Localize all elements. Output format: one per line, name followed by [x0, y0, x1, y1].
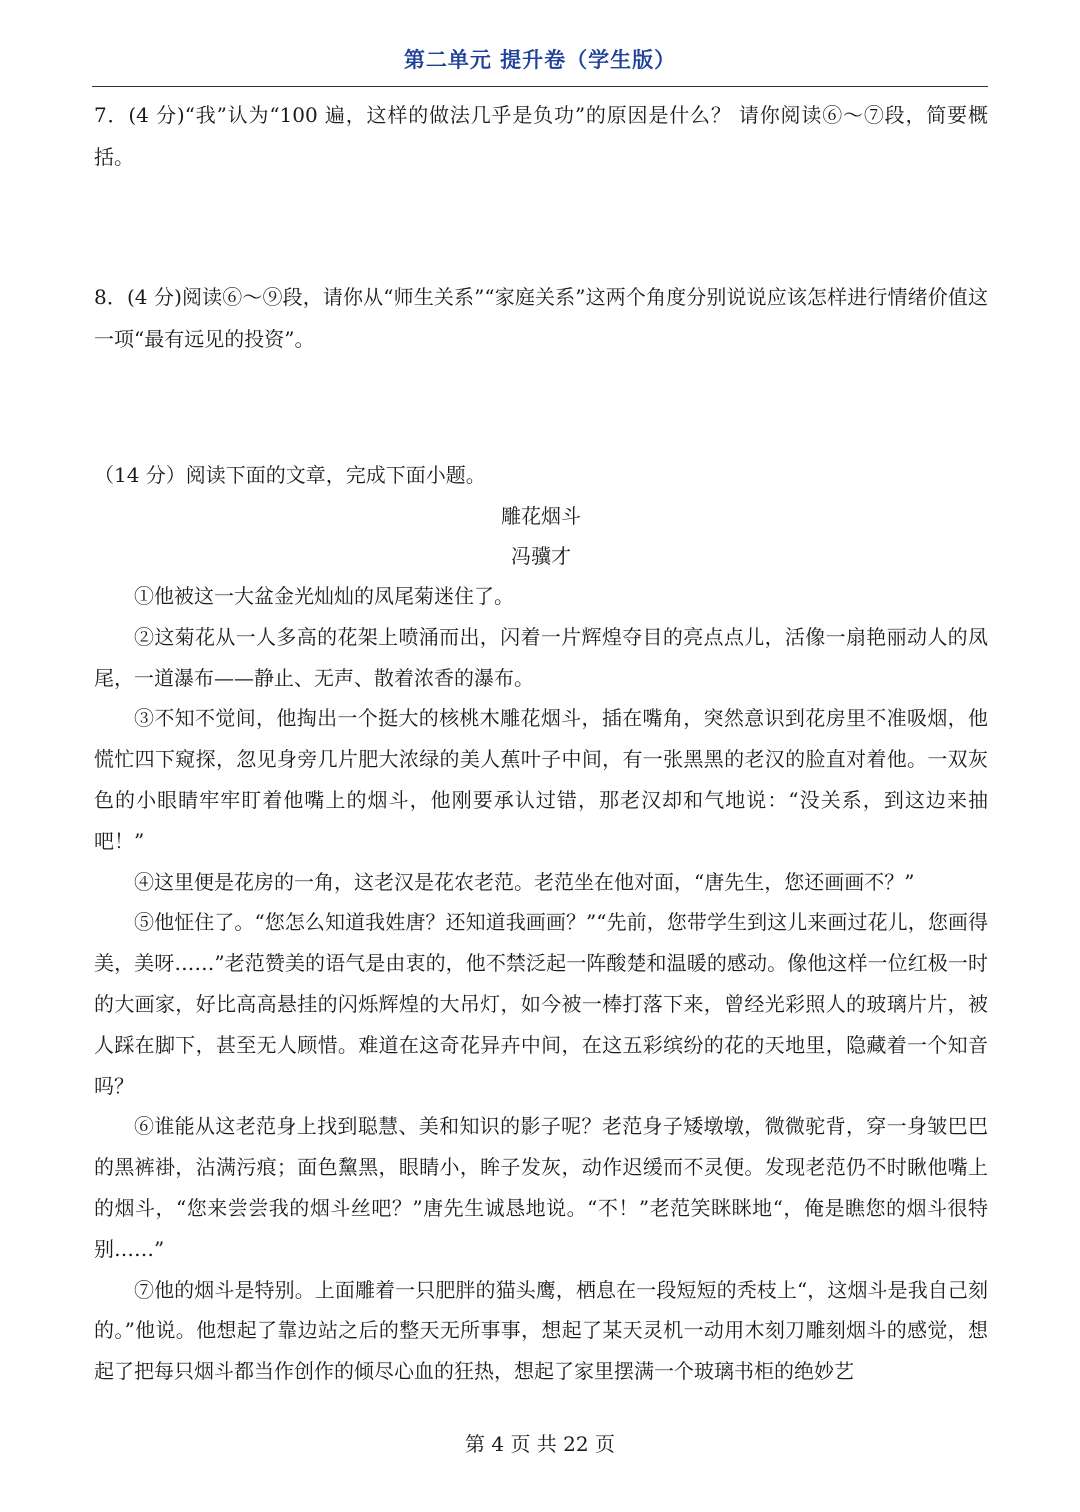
- article-title: 雕花烟斗: [501, 504, 581, 528]
- page-header-title: 第二单元 提升卷（学生版）: [403, 48, 677, 72]
- question-8: 8．(4 分)阅读⑥～⑨段，请你从“师生关系”“家庭关系”这两个角度分别说说应该怎样进行情绪价值这一项“最有远见的投资”。: [94, 285, 988, 351]
- article-paragraph-1: ①他被这一大盆金光灿灿的凤尾菊迷住了。: [134, 584, 514, 608]
- article-paragraph-7: ⑦他的烟斗是特别。上面雕着一只肥胖的猫头鹰，栖息在一段短短的秃枝上“，这烟斗是我自己刻的。”他说。他想起了靠边站之后的整天无所事事，想起了某天灵机一动用木刻刀雕刻烟斗的感觉，想起了把每只烟斗都当作创作的倾尽心血的狂热，想起了家里摆满一个玻璃书柜的绝妙艺: [94, 1277, 988, 1384]
- article-author: 冯骥才: [511, 544, 571, 568]
- article-paragraph-6: ⑥谁能从这老范身上找到聪慧、美和知识的影子呢？老范身子矮墩墩，微微驼背，穿一身皱巴巴的黑裤褂，沾满污痕；面色黧黑，眼睛小，眸子发灰，动作迟缓而不灵便。发现老范仍不时瞅他嘴上的烟斗，“您来尝尝我的烟斗丝吧？”唐先生诚恳地说。“不！”老范笑眯眯地“，俺是瞧您的烟斗很特别……”: [94, 1114, 988, 1261]
- header-divider: [92, 86, 988, 87]
- page-content: [94, 94, 988, 1392]
- question-7: 7．(4 分)“我”认为“100 遍，这样的做法几乎是负功”的原因是什么？ 请你阅读⑥～⑦段，简要概括。: [94, 103, 988, 169]
- article-paragraph-3: ③不知不觉间，他掏出一个挺大的核桃木雕花烟斗，插在嘴角，突然意识到花房里不准吸烟，他慌忙四下窥探，忽见身旁几片肥大浓绿的美人蕉叶子中间，有一张黑黑的老汉的脸直对着他。一双灰色的小眼睛牢牢盯着他嘴上的烟斗，他刚要承认过错，那老汉却和气地说：“没关系，到这边来抽吧！”: [94, 706, 988, 853]
- page-number-footer: 第 4 页 共 22 页: [465, 1432, 615, 1456]
- reading-section-intro: （14 分）阅读下面的文章，完成下面小题。: [94, 463, 486, 487]
- article-paragraph-5: ⑤他怔住了。“您怎么知道我姓唐？还知道我画画？”“先前，您带学生到这儿来画过花儿，您画得美，美呀……”老范赞美的语气是由衷的，他不禁泛起一阵酸楚和温暖的感动。像他这样一位红极一时的大画家，好比高高悬挂的闪烁辉煌的大吊灯，如今被一棒打落下来，曾经光彩照人的玻璃片片，被人踩在脚下，甚至无人顾惜。难道在这奇花异卉中间，在这五彩缤纷的花的天地里，隐藏着一个知音吗？: [94, 910, 988, 1098]
- article-paragraph-4: ④这里便是花房的一角，这老汉是花农老范。老范坐在他对面，“唐先生，您还画画不？”: [134, 869, 915, 894]
- article-paragraph-2: ②这菊花从一人多高的花架上喷涌而出，闪着一片辉煌夺目的亮点点儿，活像一扇艳丽动人的凤尾，一道瀑布——静止、无声、散着浓香的瀑布。: [94, 624, 988, 690]
